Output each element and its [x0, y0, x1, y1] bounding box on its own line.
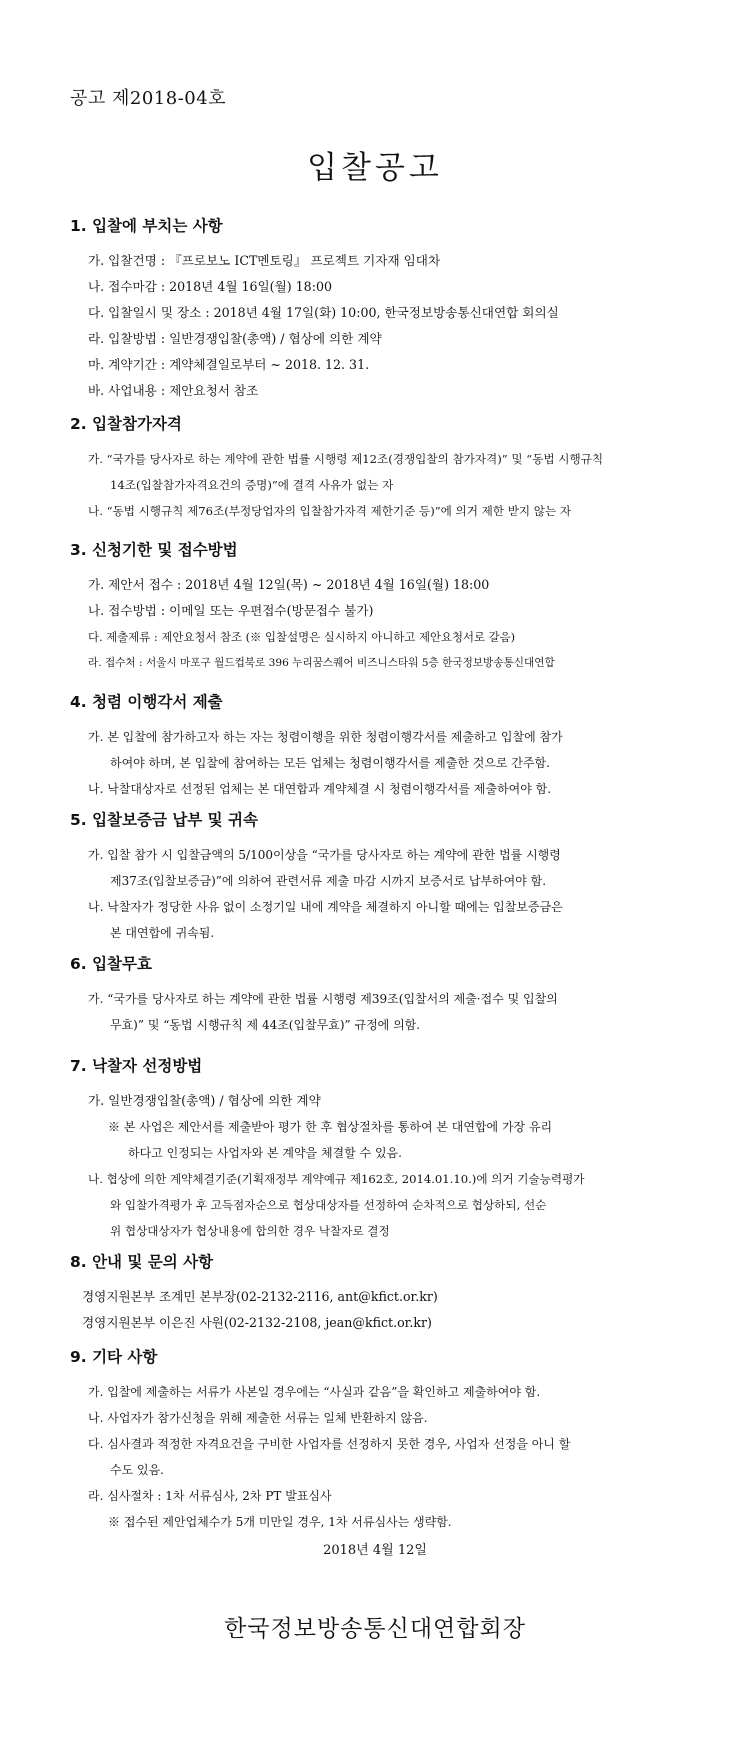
section-6 — [70, 952, 690, 1038]
section-heading: 7. 낙찰자 선정방법 — [70, 1057, 203, 1075]
list-item: 나. 낙찰대상자로 선정된 업체는 본 대연합과 계약체결 시 청렴이행각서를 제출하여야 함. — [88, 782, 552, 796]
list-item-continuation: 14조(입찰참가자격요건의 증명)”에 결격 사유가 없는 자 — [110, 478, 394, 492]
list-item: 가. 일반경쟁입찰(총액) / 협상에 의한 계약 — [88, 1093, 321, 1108]
list-item-continuation: 와 입찰가격평가 후 고득점자순으로 협상대상자를 선정하여 순차적으로 협상하되, 선순 — [110, 1198, 547, 1212]
contact-item: 경영지원본부 이은진 사원(02-2132-2108, jean@kfict.or.kr) — [82, 1315, 432, 1330]
section-2 — [70, 412, 690, 524]
list-item: 마. 계약기간 : 계약체결일로부터 ~ 2018. 12. 31. — [88, 357, 370, 372]
list-item-continuation: 제37조(입찰보증금)”에 의하여 관련서류 제출 마감 시까지 보증서로 납부하여야 함. — [110, 874, 547, 888]
section-heading: 3. 신청기한 및 접수방법 — [70, 541, 238, 559]
section-8 — [70, 1250, 690, 1336]
section-heading: 2. 입찰참가자격 — [70, 415, 182, 433]
contact-item: 경영지원본부 조계민 본부장(02-2132-2116, ant@kfict.or.kr) — [82, 1289, 438, 1304]
document-title: 입찰공고 — [307, 150, 443, 186]
list-item: 나. 협상에 의한 계약체결기준(기획재정부 계약예규 제162호, 2014.01.10.)에 의거 기술능력평가 — [88, 1172, 585, 1186]
list-item: 나. 낙찰자가 정당한 사유 없이 소정기일 내에 계약을 체결하지 아니할 때에는 입찰보증금은 — [88, 900, 563, 914]
list-item: 다. 심사결과 적정한 자격요건을 구비한 사업자를 선정하지 못한 경우, 사업자 선정을 아니 할 — [88, 1437, 571, 1451]
section-heading: 8. 안내 및 문의 사항 — [70, 1253, 214, 1271]
section-1 — [70, 214, 690, 404]
list-item: 가. 입찰에 제출하는 서류가 사본일 경우에는 “사실과 같음”을 확인하고 제출하여야 함. — [88, 1385, 541, 1399]
list-item: 가. 입찰 참가 시 입찰금액의 5/100이상을 “국가를 당사자로 하는 계약에 관한 법률 시행령 — [88, 848, 561, 862]
list-item: 가. 제안서 접수 : 2018년 4월 12일(목) ~ 2018년 4월 16일(월) 18:00 — [88, 577, 490, 592]
list-item-continuation: 본 대연합에 귀속됨. — [110, 926, 215, 940]
list-item: 나. 접수마감 : 2018년 4월 16일(월) 18:00 — [88, 279, 332, 294]
list-item: 가. “국가를 당사자로 하는 계약에 관한 법률 시행령 제12조(경쟁입찰의 참가자격)” 및 “동법 시행규칙 — [88, 452, 604, 466]
list-item: 가. “국가를 당사자로 하는 계약에 관한 법률 시행령 제39조(입찰서의 제출·접수 및 입찰의 — [88, 992, 558, 1006]
section-3 — [70, 538, 690, 676]
section-heading: 6. 입찰무효 — [70, 955, 152, 973]
list-item: 나. 사업자가 참가신청을 위해 제출한 서류는 일체 반환하지 않음. — [88, 1411, 428, 1425]
section-heading: 1. 입찰에 부치는 사항 — [70, 217, 223, 235]
list-item: 가. 입찰건명 : 『프로보노 ICT멘토링』 프로젝트 기자재 임대차 — [88, 253, 441, 268]
list-item-continuation: 수도 있음. — [110, 1463, 164, 1477]
note-item: ※ 본 사업은 제안서를 제출받아 평가 한 후 협상절차를 통하여 본 대연합에 가장 유리 — [108, 1120, 553, 1134]
list-item: 나. 접수방법 : 이메일 또는 우편접수(방문접수 불가) — [88, 603, 374, 618]
signer-name: 한국정보방송통신대연합회장 — [224, 1616, 526, 1642]
section-9 — [70, 1345, 690, 1535]
list-item: 라. 심사절차 : 1차 서류심사, 2차 PT 발표심사 — [88, 1489, 332, 1503]
notice-number: 공고 제2018-04호 — [70, 88, 227, 109]
section-heading: 5. 입찰보증금 납부 및 귀속 — [70, 811, 258, 829]
list-item-continuation: 하여야 하며, 본 입찰에 참여하는 모든 업체는 청렴이행각서를 제출한 것으로 간주함. — [110, 756, 550, 770]
note-continuation: 하다고 인정되는 사업자와 본 계약을 체결할 수 있음. — [128, 1146, 402, 1160]
note-item: ※ 접수된 제안업체수가 5개 미만일 경우, 1차 서류심사는 생략함. — [108, 1515, 452, 1529]
section-heading: 9. 기타 사항 — [70, 1348, 158, 1366]
list-item: 가. 본 입찰에 참가하고자 하는 자는 청렴이행을 위한 청렴이행각서를 제출하고 입찰에 참가 — [88, 730, 563, 744]
list-item: 나. “동법 시행규칙 제76조(부정당업자의 입찰참가자격 제한기준 등)”에 의거 제한 받지 않는 자 — [88, 504, 572, 518]
section-7 — [70, 1054, 690, 1244]
list-item-continuation: 무효)” 및 “동법 시행규칙 제 44조(입찰무효)” 규정에 의함. — [110, 1018, 421, 1032]
section-5 — [70, 808, 690, 946]
section-heading: 4. 청렴 이행각서 제출 — [70, 693, 223, 711]
list-item-continuation: 위 협상대상자가 협상내용에 합의한 경우 낙찰자로 결정 — [110, 1224, 390, 1238]
list-item: 다. 제출제류 : 제안요청서 참조 (※ 입찰설명은 실시하지 아니하고 제안요청서로 갈음) — [88, 630, 516, 644]
notice-date: 2018년 4월 12일 — [323, 1543, 427, 1558]
list-item: 다. 입찰일시 및 장소 : 2018년 4월 17일(화) 10:00, 한국정보방송통신대연합 회의실 — [88, 305, 559, 320]
list-item: 바. 사업내용 : 제안요청서 참조 — [88, 383, 259, 398]
list-item: 라. 접수처 : 서울시 마포구 월드컵북로 396 누리꿈스퀘어 비즈니스타워 5층 한국정보방송통신대연합 — [88, 657, 555, 669]
section-4 — [70, 690, 690, 802]
list-item: 라. 입찰방법 : 일반경쟁입찰(총액) / 협상에 의한 계약 — [88, 331, 382, 346]
